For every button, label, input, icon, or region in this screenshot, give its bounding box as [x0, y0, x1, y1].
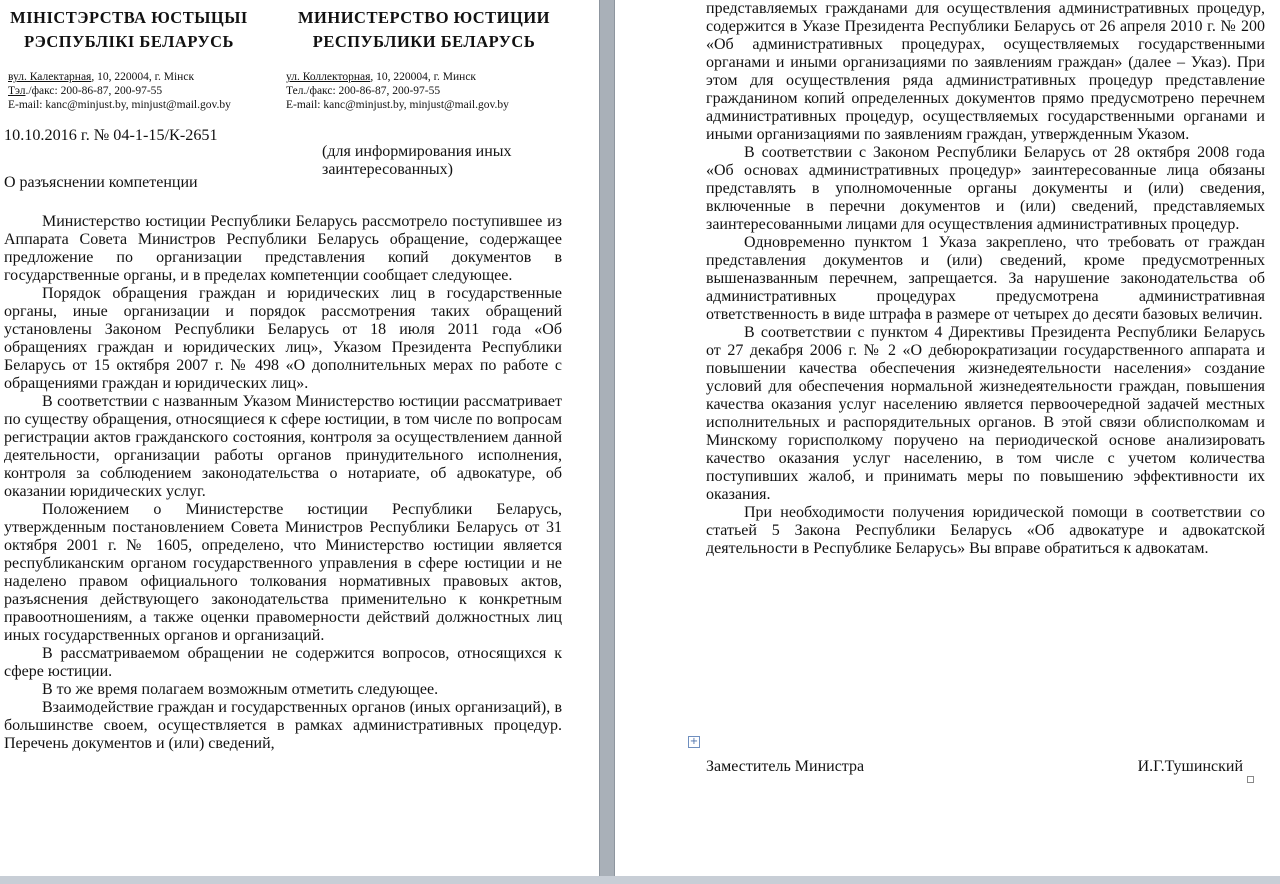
org-name-ru-line1: МИНИСТЕРСТВО ЮСТИЦИИ	[297, 8, 550, 27]
address-by-rest: , 10, 220004, г. Мінск	[91, 71, 195, 83]
address-ru-rest: , 10, 220004, г. Минск	[370, 71, 477, 83]
tel-by-line	[8, 84, 254, 98]
signatory-name: И.Г.Тушинский	[1137, 758, 1243, 775]
cell-end-mark-icon	[1247, 776, 1254, 783]
email-ru: E-mail: kanc@minjust.by, minjust@mail.gov.by	[286, 99, 509, 111]
address-ru-street: ул. Коллекторная	[286, 71, 371, 83]
org-name-ru-line2: РЕСПУБЛИКИ БЕЛАРУСЬ	[312, 32, 536, 51]
paragraph: Одновременно пунктом 1 Указа закреплено, что требовать от граждан представления документов и (или) сведений, кроме предусмотренных вышеназванным перечнем, запрещается. За нарушение законодательства об административных процедурах предусмотрена административная ответственность в виде штрафа в размере от четырех до десяти базовых величин.	[706, 234, 1265, 323]
paragraph: В соответствии с названным Указом Министерство юстиции рассматривает по существу обращения, относящиеся к сфере юстиции, в том числе по вопросам регистрации актов гражданского состояния, контроля за осуществлением данной деятельности, организации работы органов принудительного исполнения, контроля за соблюдением законодательства о нотариате, об адвокатуре, об оказании юридических услуг.	[4, 393, 562, 500]
address-ru	[284, 70, 564, 112]
email-by: E-mail: kanc@minjust.by, minjust@mail.gov.by	[8, 99, 231, 111]
letter-subject: О разъяснении компетенции	[4, 174, 198, 191]
address-by-line	[8, 70, 254, 84]
org-name-by-line2: РЭСПУБЛІКІ БЕЛАРУСЬ	[24, 32, 234, 51]
recipient-line1: (для информирования иных	[322, 143, 512, 160]
address-by-street: вул. Калектарная	[8, 71, 92, 83]
letterhead-russian	[284, 6, 564, 112]
letterhead	[4, 6, 564, 118]
address-by	[4, 70, 254, 112]
table-move-handle-icon[interactable]: +	[689, 736, 699, 747]
paragraph: представляемых гражданами для осуществления административных процедур, содержится в Указе Президента Республики Беларусь от 26 апреля 2010 г. № 200 «Об административных процедурах, осуществляемых государственными органами и иными организациями по заявлениям граждан» (далее – Указ). При этом для осуществления ряда административных процедур представление гражданином копий определенных документов прямо предусмотрено перечнем административных процедур, осуществляемых государственными органами и иными организациями по заявлениям граждан, утвержденным Указом.	[706, 0, 1265, 143]
paragraph: В то же время полагаем возможным отметить следующее.	[42, 681, 439, 698]
registration-number: 10.10.2016 г. № 04-1-15/К-2651	[4, 126, 218, 144]
paragraph: Взаимодействие граждан и государственных органов (иных организаций), в большинстве своем, осуществляется в рамках административных процедур. Перечень документов и (или) сведений,	[4, 699, 562, 752]
paragraph: Порядок обращения граждан и юридических лиц в государственные органы, иные организации и порядок рассмотрения таких обращений установлены Законом Республики Беларусь от 18 июля 2011 года «Об обращениях граждан и юридических лиц», Указом Президента Республики Беларусь от 15 октября 2007 г. № 498 «О дополнительных мерах по работе с обращениями граждан и юридических лиц».	[4, 285, 562, 392]
recipient-line2: заинтересованных)	[322, 161, 453, 178]
paragraph: Положением о Министерстве юстиции Республики Беларусь, утвержденным постановлением Совета Министров Республики Беларусь от 31 октября 2001 г. № 1605, определено, что Министерство юстиции является республиканским органом государственного управления в сфере юстиции и не наделено правом официального толкования нормативных правовых актов, разъяснения действующего законодательства применительно к конкретным правоотношениям, а также оценки правомерности действий должностных лиц иных государственных органов и организаций.	[4, 501, 562, 644]
org-name-by-line1: МІНІСТЭРСТВА ЮСТЫЦЫІ	[10, 8, 248, 27]
horizontal-scrollbar[interactable]	[0, 876, 1280, 884]
paragraph: В рассматриваемом обращении не содержится вопросов, относящихся к сфере юстиции.	[4, 645, 562, 680]
tel-ru: Тел./факс: 200-86-87, 200-97-55	[286, 85, 441, 97]
paragraph: Министерство юстиции Республики Беларусь рассмотрело поступившее из Аппарата Совета Министров Республики Беларусь обращение, содержащее предложение по организации представления копий документов в государственные органы, и в пределах компетенции сообщает следующее.	[4, 213, 562, 284]
paragraph: При необходимости получения юридической помощи в соответствии со статьей 5 Закона Республики Беларусь «Об адвокатуре и адвокатской деятельности в Республике Беларусь» Вы вправе обратиться к адвокатам.	[706, 504, 1265, 557]
recipient-note	[322, 143, 565, 179]
tel-by-label: Тэл	[8, 85, 26, 97]
paragraph: В соответствии с пунктом 4 Директивы Президента Республики Беларусь от 27 декабря 2006 г. № 2 «О дебюрократизации государственного аппарата и повышении качества обеспечения жизнедеятельности населения» создание условий для обеспечения нормальной жизнедеятельности граждан, повышения качества оказания услуг населению является первоочередной задачей местных исполнительных и распорядительных органов. В этой связи облисполкомам и Минскому горисполкому поручено на периодической основе анализировать качество оказания услуг населению, в том числе с учетом количества поступивших жалоб, и принимать меры по повышению эффективности их оказания.	[706, 324, 1265, 503]
address-ru-line	[286, 70, 564, 84]
letter-body-right	[706, 0, 1265, 558]
page-gutter	[599, 0, 615, 884]
tel-by-rest: ./факс: 200-86-87, 200-97-55	[25, 85, 163, 97]
signatory-position: Заместитель Министра	[706, 758, 865, 775]
paragraph: В соответствии с Законом Республики Беларусь от 28 октября 2008 года «Об основах административных процедур» заинтересованные лица обязаны представлять в уполномоченные органы документы и (или) сведения, включенные в перечни документов и (или) сведений, представляемых заинтересованными лицами для осуществления административных процедур.	[706, 144, 1265, 233]
letter-body-left	[4, 213, 562, 753]
letterhead-belarusian	[4, 6, 254, 112]
